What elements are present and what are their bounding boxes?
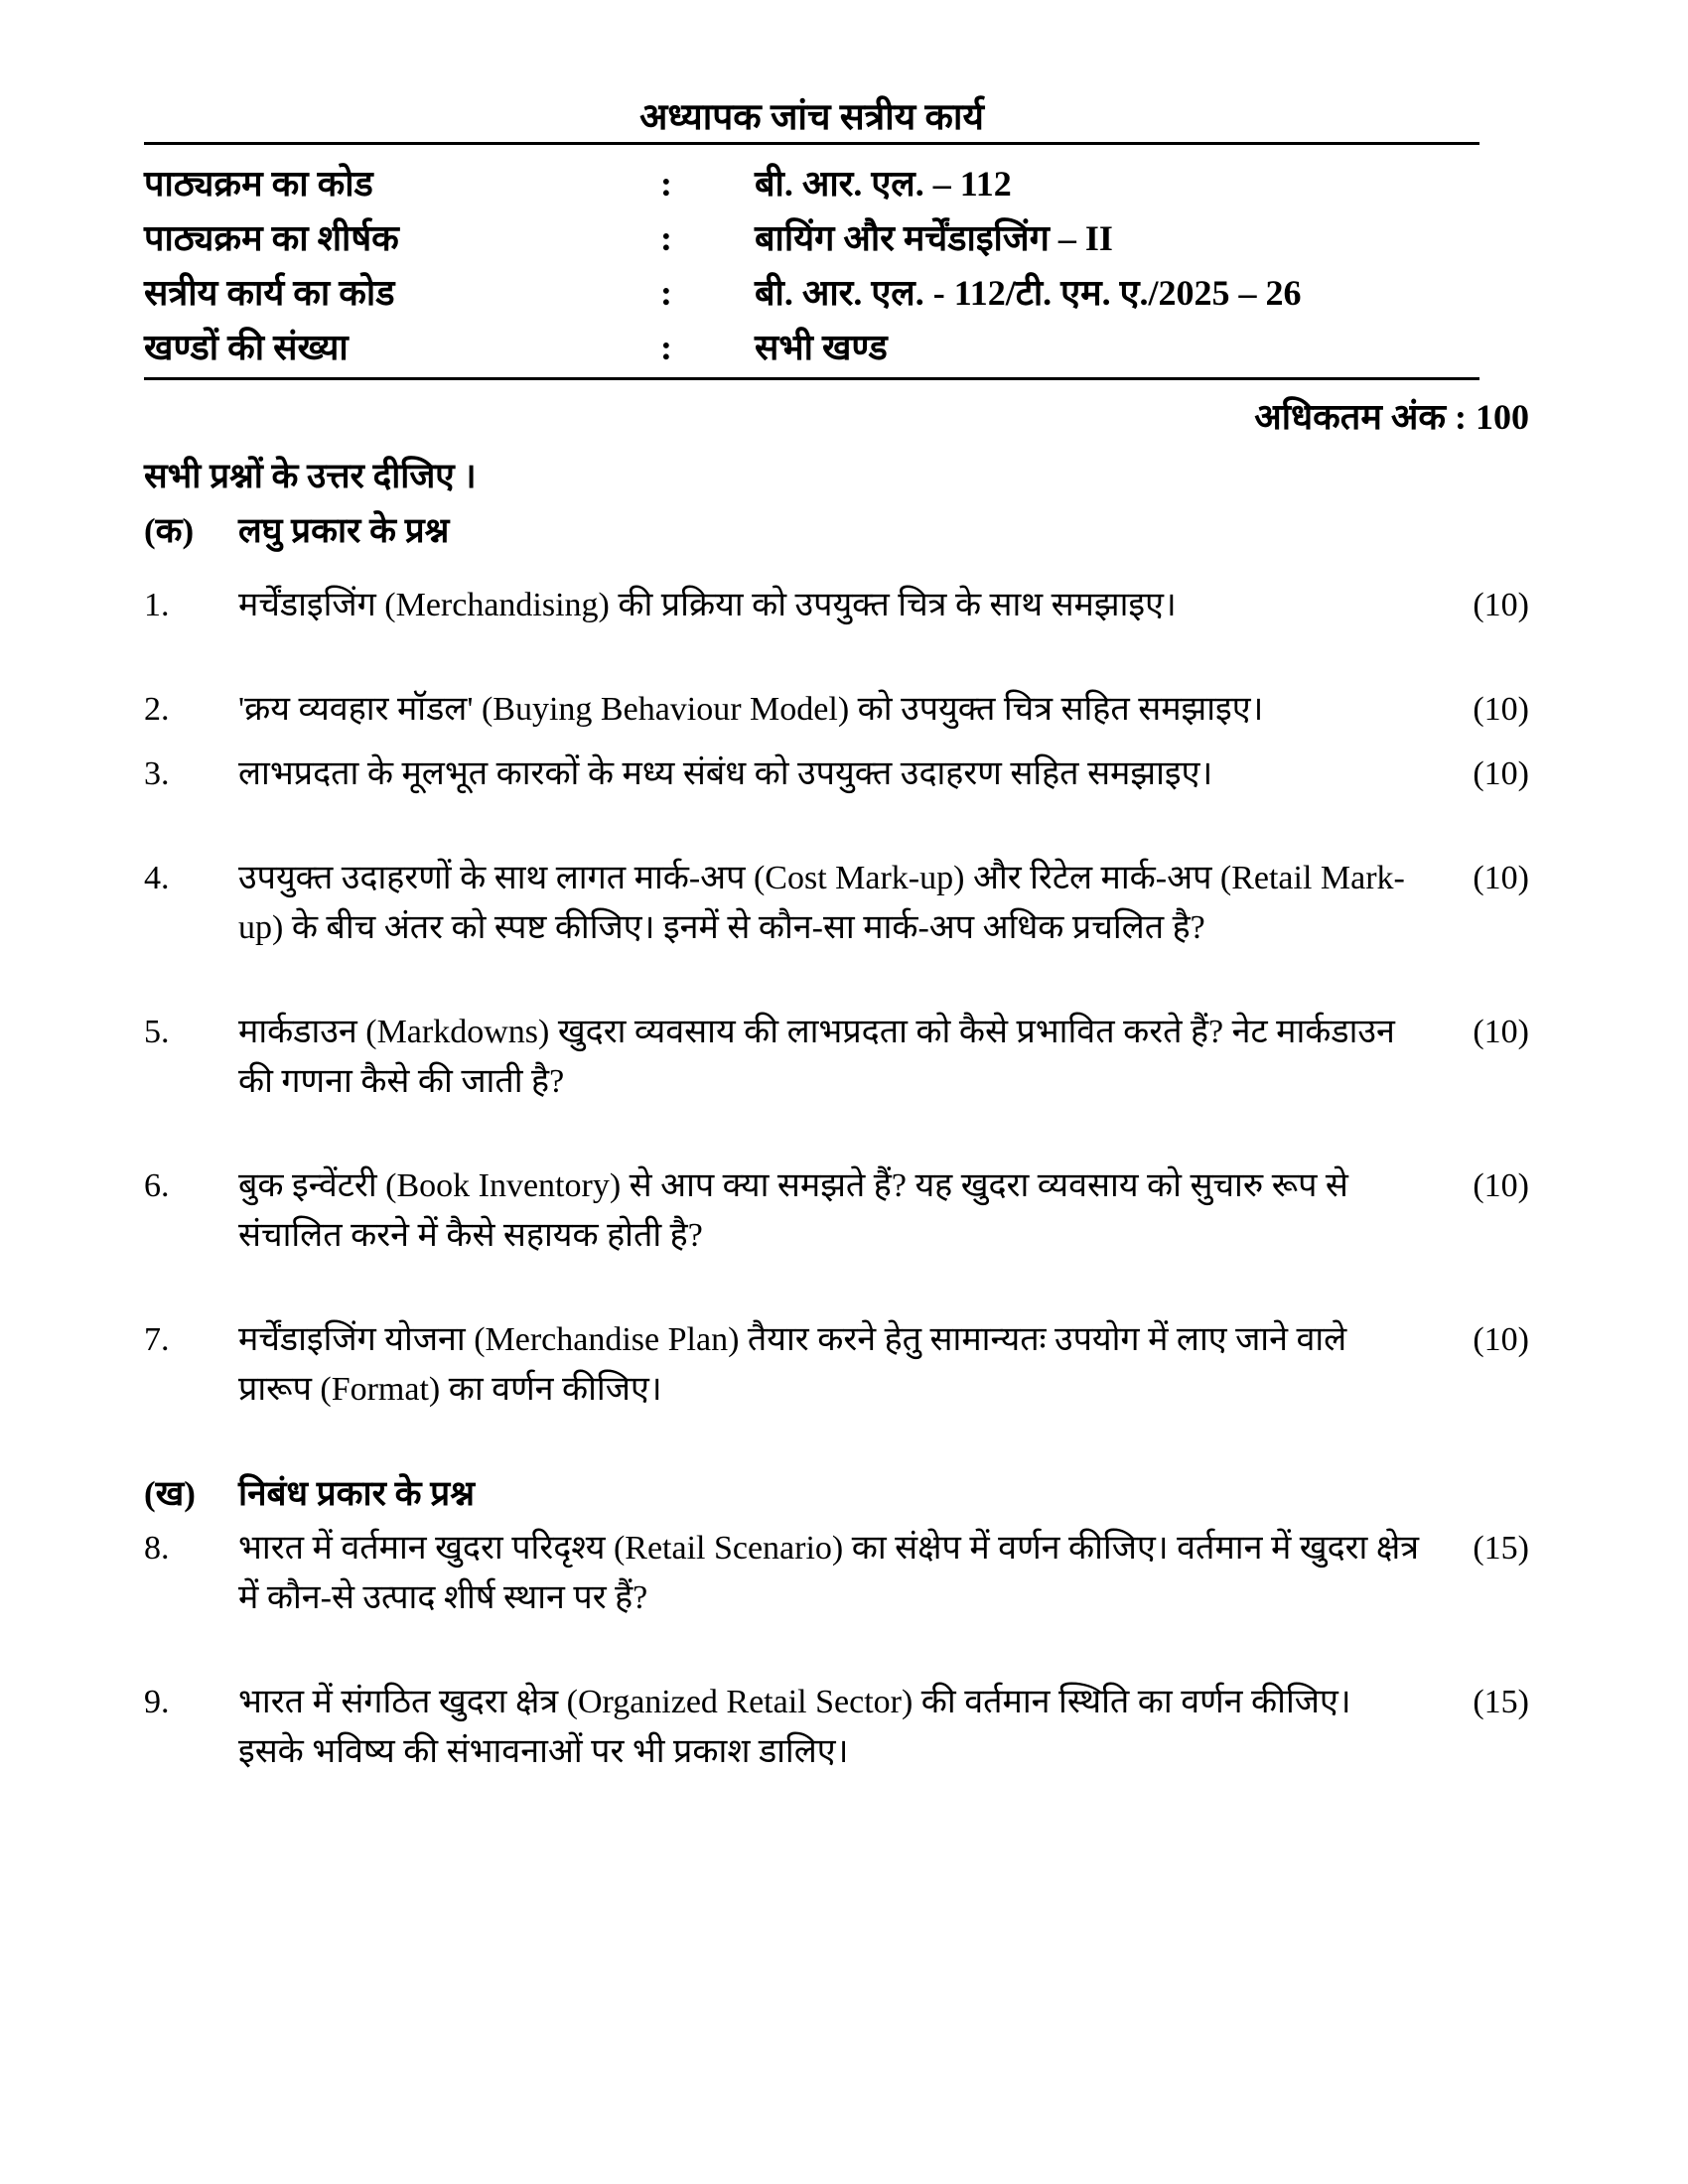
question-4 [144, 854, 1529, 953]
question-marks: (10) [1473, 1321, 1529, 1358]
assignment-code-row [144, 266, 1529, 321]
question-number: 6. [144, 1167, 170, 1204]
separator-colon: : [660, 273, 672, 313]
instruction: सभी प्रश्नों के उत्तर दीजिए । [144, 457, 477, 495]
question-text: मार्कडाउन (Markdowns) खुदरा व्यवसाय की लाभप्रदता को कैसे प्रभावित करते हैं? नेट मार्कडाउन की गणना कैसे की जाती है? [238, 1014, 1395, 1100]
blocks-count-label: खण्डों की संख्या [144, 328, 349, 367]
question-marks: (10) [1473, 1014, 1529, 1050]
question-6 [144, 1161, 1529, 1261]
question-text: भारत में संगठित खुदरा क्षेत्र (Organized Retail Sector) की वर्तमान स्थिति का वर्णन कीजिए। इसके भविष्य की संभावनाओं पर भी प्रकाश डालिए। [238, 1684, 1351, 1770]
question-text: मर्चेंडाइजिंग योजना (Merchandise Plan) तैयार करने हेतु सामान्यतः उपयोग में लाए जाने वाले प्रारूप (Format) का वर्णन कीजिए। [238, 1321, 1347, 1408]
bottom-divider [144, 377, 1479, 380]
assignment-code-label: सत्रीय कार्य का कोड [144, 273, 395, 313]
question-9 [144, 1678, 1529, 1777]
blocks-count-row [144, 321, 1529, 375]
separator-colon: : [660, 218, 672, 258]
course-title-row [144, 211, 1529, 266]
question-text: भारत में वर्तमान खुदरा परिदृश्य (Retail Scenario) का संक्षेप में वर्णन कीजिए। वर्तमान में खुदरा क्षेत्र में कौन-से उत्पाद शीर्ष स्थान पर हैं? [238, 1530, 1420, 1616]
question-number: 9. [144, 1684, 170, 1720]
course-code-row [144, 157, 1529, 211]
question-number: 5. [144, 1014, 170, 1050]
page-title: अध्यापक जांच सत्रीय कार्य [639, 97, 984, 138]
question-text: 'क्रय व्यवहार मॉडल' (Buying Behaviour Model) को उपयुक्त चित्र सहित समझाइए। [238, 691, 1264, 728]
course-code-label: पाठ्यक्रम का कोड [144, 164, 373, 204]
question-marks: (10) [1473, 587, 1529, 623]
section-kha-heading [144, 1469, 1529, 1519]
question-marks: (10) [1473, 691, 1529, 728]
question-text: उपयुक्त उदाहरणों के साथ लागत मार्क-अप (Cost Mark-up) और रिटेल मार्क-अप (Retail Mark-up) के बीच अंतर को स्पष्ट कीजिए। इनमें से कौन-सा मार्क-अप अधिक प्रचलित है? [238, 860, 1405, 946]
question-5 [144, 1008, 1529, 1107]
question-8 [144, 1524, 1529, 1623]
separator-colon: : [660, 164, 672, 204]
question-number: 2. [144, 691, 170, 728]
section-ka-label: (क) [144, 511, 195, 550]
question-number: 4. [144, 860, 170, 896]
section-kha-title: निबंध प्रकार के प्रश्न [238, 1474, 475, 1513]
question-marks: (15) [1473, 1684, 1529, 1720]
course-title-label: पाठ्यक्रम का शीर्षक [144, 218, 399, 258]
course-code-value: बी. आर. एल. – 112 [755, 164, 1012, 204]
question-1 [144, 581, 1529, 630]
question-number: 8. [144, 1530, 170, 1567]
question-number: 3. [144, 755, 170, 792]
course-info-table [144, 145, 1529, 377]
section-ka-heading [144, 506, 1529, 556]
question-7 [144, 1315, 1529, 1415]
section-ka-title: लघु प्रकार के प्रश्न [238, 511, 450, 550]
blocks-count-value: सभी खण्ड [755, 328, 888, 367]
question-number: 1. [144, 587, 170, 623]
max-marks: अधिकतम अंक : 100 [1254, 397, 1529, 437]
question-text: लाभप्रदता के मूलभूत कारकों के मध्य संबंध को उपयुक्त उदाहरण सहित समझाइए। [238, 755, 1213, 792]
question-marks: (10) [1473, 1167, 1529, 1204]
question-marks: (10) [1473, 755, 1529, 792]
assignment-code-value: बी. आर. एल. - 112/टी. एम. ए./2025 – 26 [755, 273, 1302, 313]
course-title-value: बायिंग और मर्चेंडाइजिंग – II [755, 218, 1113, 258]
question-marks: (15) [1473, 1530, 1529, 1567]
question-2 [144, 685, 1529, 735]
section-kha-label: (ख) [144, 1474, 196, 1513]
question-3 [144, 750, 1529, 799]
question-number: 7. [144, 1321, 170, 1358]
separator-colon: : [660, 328, 672, 367]
question-text: मर्चेंडाइजिंग (Merchandising) की प्रक्रिया को उपयुक्त चित्र के साथ समझाइए। [238, 587, 1177, 623]
question-marks: (10) [1473, 860, 1529, 896]
question-text: बुक इन्वेंटरी (Book Inventory) से आप क्या समझते हैं? यह खुदरा व्यवसाय को सुचारु रूप से संचालित करने में कैसे सहायक होती है? [238, 1167, 1348, 1254]
